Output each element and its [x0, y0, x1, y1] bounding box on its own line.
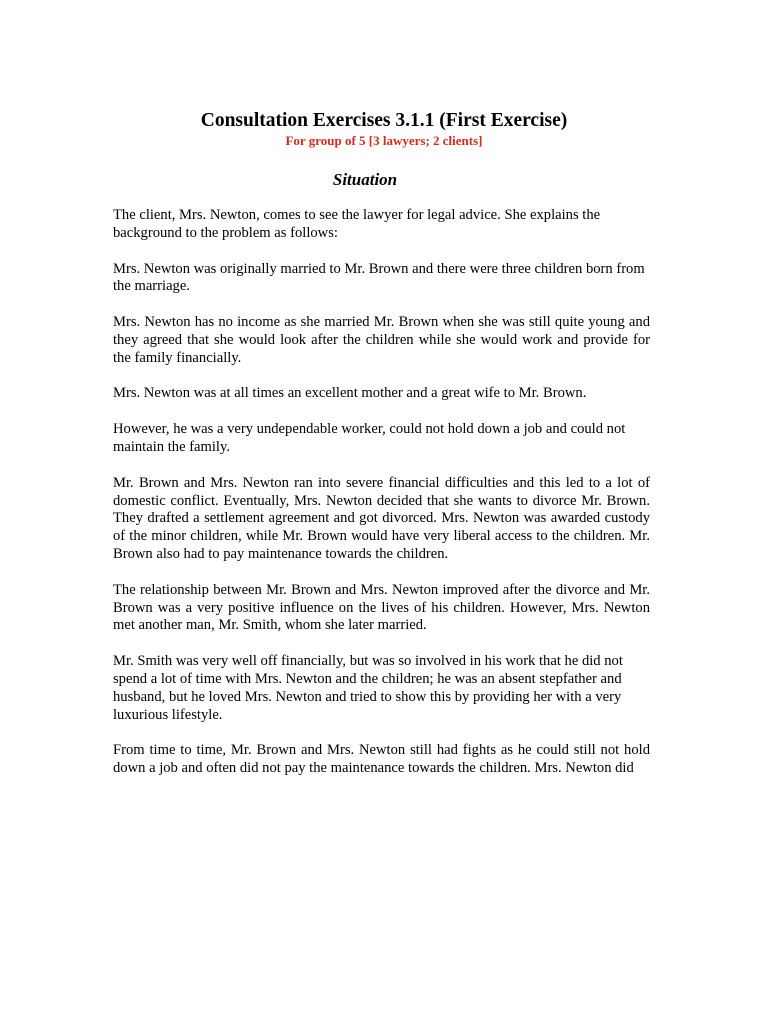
paragraph: The client, Mrs. Newton, comes to see the lawyer for legal advice. She explains the background to the problem as follows:	[113, 207, 601, 241]
paragraph: However, he was a very undependable worker, could not hold down a job and could not maintain the family.	[113, 421, 626, 455]
paragraph: From time to time, Mr. Brown and Mrs. Newton still had fights as he could still not hold down a job and often did not pay the maintenance towards the children. Mrs. Newton did	[113, 742, 650, 777]
document-title: Consultation Exercises 3.1.1 (First Exercise)	[200, 110, 568, 131]
paragraph: Mrs. Newton was originally married to Mr. Brown and there were three children born from the marriage.	[113, 260, 645, 295]
paragraph: Mr. Brown and Mrs. Newton ran into severe financial difficulties and this led to a lot of domestic conflict. Eventually, Mrs. Newton decided that she wants to divorce Mr. Brown. They drafted a settlement agreement and got divorced. Mrs. Newton was awarded custody of the minor children, while Mr. Brown would have very liberal access to the children. Mr. Brown also had to pay maintenance towards the children.	[113, 474, 650, 563]
paragraph: Mrs. Newton was at all times an excellent mother and a great wife to Mr. Brown.	[113, 385, 587, 402]
paragraph: Mrs. Newton has no income as she married Mr. Brown when she was still quite young and they agreed that she would look after the children while she would work and provide for the family financially.	[113, 314, 650, 366]
document-subtitle: For group of 5 [3 lawyers; 2 clients]	[285, 133, 483, 148]
paragraph: Mr. Smith was very well off financially, but was so involved in his work that he did not spend a lot of time with Mrs. Newton and the children; he was an absent stepfather and husband, but he loved Mrs. Newton and tried to show this by providing her with a very luxurious lifestyle.	[113, 653, 623, 723]
paragraph: The relationship between Mr. Brown and Mrs. Newton improved after the divorce and Mr. Brown was a very positive influence on the lives of his children. However, Mrs. Newton met another man, Mr. Smith, whom she later married.	[113, 581, 650, 634]
document-body	[113, 207, 650, 796]
section-heading: Situation	[332, 170, 398, 189]
